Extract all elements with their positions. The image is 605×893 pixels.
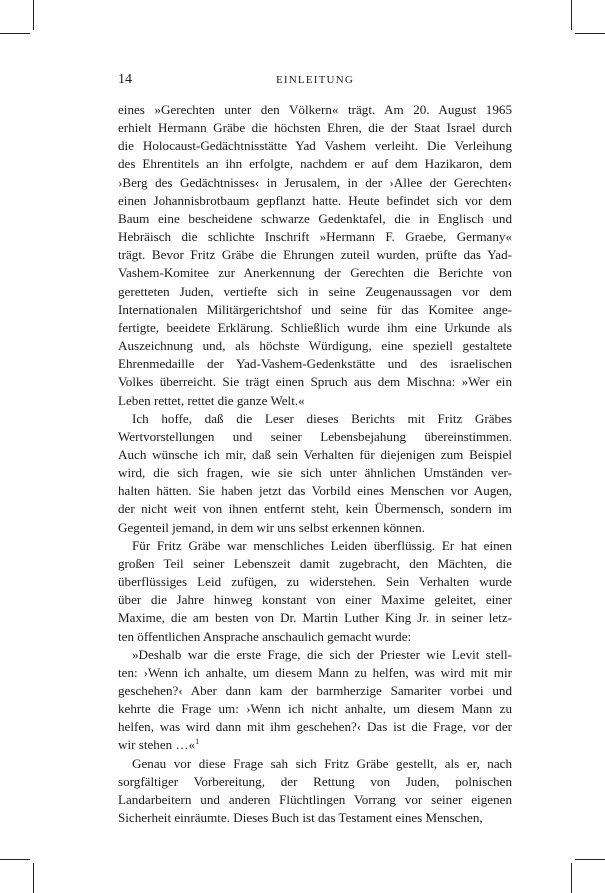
text-line — [118, 355, 512, 373]
text-line — [118, 119, 512, 137]
text-line — [118, 791, 512, 809]
line-text: Internationalen Militärgerichtshof und seine für das Komitee ange- — [118, 301, 512, 317]
text-line — [118, 101, 512, 119]
line-text: trägt. Bevor Fritz Gräbe die Ehrungen zuteil wurden, prüfte das Yad- — [118, 247, 512, 263]
text-line — [118, 155, 512, 173]
line-text: Ehrenmedaille der Yad-Vashem-Gedenkstätte und des israelischen — [118, 356, 512, 372]
text-line — [118, 628, 512, 646]
line-text: Ich hoffe, daß die Leser dieses Berichts mit Fritz Gräbes — [132, 410, 512, 426]
text-line — [118, 392, 512, 410]
text-line — [118, 500, 512, 518]
line-text: Auszeichnung und, als höchste Würdigung, eine speziell gestaltete — [118, 338, 512, 354]
line-text: Leben rettet, rettet die ganze Welt.« — [118, 392, 305, 408]
text-line — [118, 428, 512, 446]
text-line — [118, 700, 512, 718]
crop-mark — [571, 863, 572, 893]
line-text: Genau vor diese Frage sah sich Fritz Gräbe gestellt, als er, nach — [132, 755, 512, 771]
text-line — [118, 519, 512, 537]
paragraph — [118, 755, 512, 828]
crop-mark — [33, 0, 34, 30]
line-text: Maxime, die am besten von Dr. Martin Luther King Jr. in seiner letz- — [118, 610, 512, 626]
line-text: Für Fritz Gräbe war menschliches Leiden überflüssig. Er hat einen — [132, 537, 512, 553]
line-text: über die Jahre hinweg konstant von einer Maxime geleitet, einer — [118, 592, 512, 608]
body-text — [118, 101, 512, 827]
line-text: erhielt Hermann Gräbe die höchsten Ehren, die der Staat Israel durch — [118, 120, 512, 136]
page-header — [118, 72, 512, 88]
text-line — [118, 809, 512, 827]
text-line — [118, 555, 512, 573]
footnote-marker: 1 — [195, 737, 200, 747]
crop-mark — [571, 0, 572, 30]
crop-mark — [575, 33, 605, 34]
line-text: Vashem-Komitee zur Anerkennung der Gerechten die Berichte von — [118, 265, 512, 281]
line-text: überflüssiges Leid zufügen, zu widerstehen. Sein Verhalten wurde — [118, 574, 512, 590]
text-line — [118, 210, 512, 228]
line-text: ten öffentlichen Ansprache anschaulich gemacht wurde: — [118, 628, 412, 644]
text-line — [118, 264, 512, 282]
line-text: Landarbeitern und anderen Flüchtlingen Vorrang vor seiner eigenen — [118, 791, 512, 807]
line-text: ›Berg des Gedächtnisses‹ in Jerusalem, in der ›Allee der Gerechten‹ — [118, 174, 512, 190]
text-line — [118, 301, 512, 319]
text-line — [118, 664, 512, 682]
text-line — [118, 682, 512, 700]
text-line — [118, 464, 512, 482]
crop-mark — [575, 859, 605, 860]
line-text: die Holocaust-Gedächtnisstätte Yad Vashem verleiht. Die Verleihung — [118, 138, 512, 154]
text-line — [118, 337, 512, 355]
text-line — [118, 718, 512, 736]
text-line — [118, 410, 512, 428]
text-line — [118, 537, 512, 555]
line-text: geschehen?‹ Aber dann kam der barmherzige Samariter vorbei und — [118, 683, 512, 698]
text-line — [118, 283, 512, 301]
line-text: »Deshalb war die erste Frage, die sich der Priester wie Levit stell- — [132, 646, 512, 662]
line-text: ten: ›Wenn ich anhalte, um diesem Mann zu helfen, was wird mit mir — [118, 664, 512, 680]
line-text: geretteten Juden, vertiefte sich in seine Zeugenaussagen vor dem — [118, 283, 512, 299]
text-line — [118, 373, 512, 391]
line-text: kehrte die Frage um: ›Wenn ich nicht anhalte, um diesem Mann zu — [118, 701, 512, 717]
quotation-paragraph — [118, 646, 512, 755]
text-line — [118, 482, 512, 500]
line-text: sorgfältiger Vorbereitung, der Rettung von Juden, polnischen — [118, 773, 512, 789]
line-text: Auch wünsche ich mir, daß sein Verhalten für diejenigen zum Beispiel — [118, 446, 512, 462]
crop-mark — [0, 859, 30, 860]
paragraph — [118, 101, 512, 410]
text-line — [118, 192, 512, 210]
line-text: des Ehrentitels an ihn erfolgte, nachdem er auf dem Hazikaron, dem — [118, 156, 512, 172]
line-text: Baum eine bescheidene schwarze Gedenktafel, die in Englisch und — [118, 210, 512, 226]
text-line — [118, 736, 512, 754]
line-text: der nicht weit von ihnen entfernt steht, kein Übermensch, sondern im — [118, 501, 512, 517]
line-text: fertigte, beeidete Erklärung. Schließlich wurde ihm eine Urkunde als — [118, 319, 512, 335]
crop-mark — [33, 863, 34, 893]
line-text: Volkes überreicht. Sie trägt einen Spruch aus dem Mischna: »Wer ein — [118, 374, 512, 390]
text-line — [118, 446, 512, 464]
text-line — [118, 228, 512, 246]
line-text: Gegenteil jemand, in dem wir uns selbst erkennen können. — [118, 519, 425, 535]
line-text: Hebräisch die schlichte Inschrift »Hermann F. Graebe, Germany« — [118, 229, 512, 245]
line-text: halten hätten. Sie haben jetzt das Vorbild eines Menschen vor Augen, — [118, 483, 512, 499]
crop-mark — [0, 33, 30, 34]
text-line — [118, 646, 512, 664]
line-text: wird, die sich fragen, wie sie sich unter ähnlichen Umständen ver- — [118, 465, 512, 481]
paragraph — [118, 410, 512, 537]
text-line — [118, 773, 512, 791]
text-line — [118, 591, 512, 609]
text-line — [118, 609, 512, 627]
text-line — [118, 137, 512, 155]
line-text: Wertvorstellungen und seiner Lebensbejahung übereinstimmen. — [118, 428, 512, 444]
text-line — [118, 755, 512, 773]
text-line — [118, 319, 512, 337]
running-title: EINLEITUNG — [276, 74, 354, 86]
text-line — [118, 174, 512, 192]
page-number: 14 — [118, 72, 132, 87]
line-text: helfen, was wird dann mit ihm geschehen?‹ Das ist die Frage, vor der — [118, 719, 512, 735]
text-line — [118, 246, 512, 264]
paragraph — [118, 537, 512, 646]
line-text: großen Teil seiner Lebenszeit damit zugebracht, den Mächten, die — [118, 555, 512, 571]
text-line — [118, 573, 512, 591]
line-text: Sicherheit einräumte. Dieses Buch ist das Testament eines Menschen, — [118, 810, 483, 826]
line-text: einen Johannisbrotbaum gepflanzt hatte. Heute befindet sich vor dem — [118, 192, 512, 208]
line-text: wir stehen …« — [118, 737, 196, 753]
line-text: eines »Gerechten unter den Völkern« trägt. Am 20. August 1965 — [118, 102, 512, 117]
